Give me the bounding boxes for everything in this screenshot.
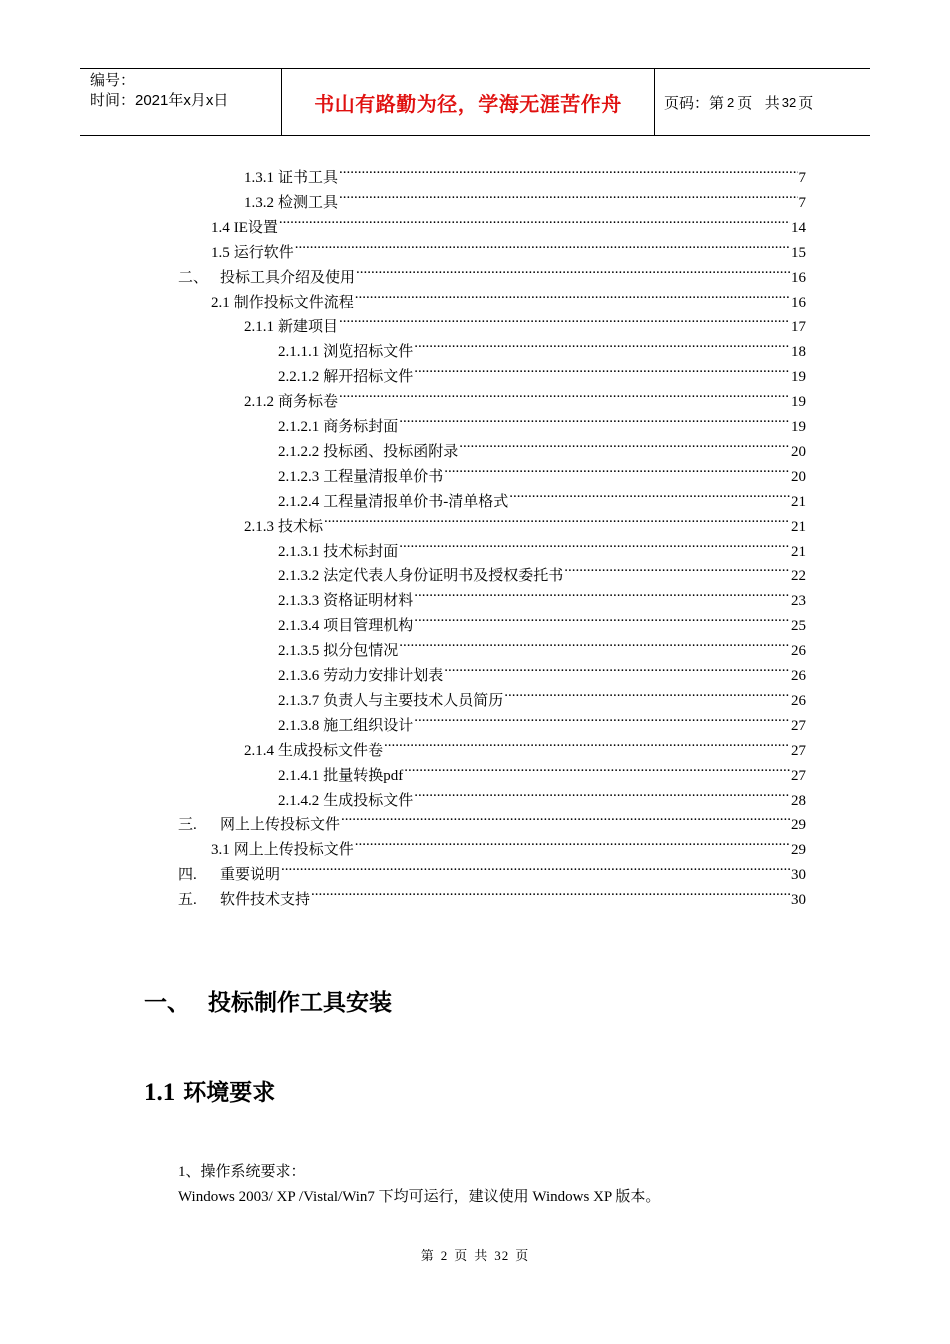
toc-dot-leader [324, 506, 790, 531]
toc-entry-number: 五. [178, 892, 197, 909]
toc-dot-leader [311, 879, 790, 904]
toc-entry-number: 2.1.3.6 [278, 668, 320, 684]
footer-total: 32 [494, 1248, 510, 1263]
toc-entry-text: 技术标封面 [323, 543, 399, 560]
header-page-mid: 页 共 [737, 94, 780, 112]
header-motto: 书山有路勤为径，学海无涯苦作舟 [314, 91, 622, 116]
toc-entry-number: 2.1.2.1 [278, 419, 320, 435]
toc-entry-number: 3.1 [211, 842, 230, 859]
toc-entry-number: 2.1.4 [244, 742, 274, 759]
toc-entry[interactable] [278, 705, 806, 734]
body-paragraph-os-text: Windows 2003/ XP /Vistal/Win7 下均可运行，建议使用 Windows XP 版本。 [178, 1189, 661, 1205]
toc-entry-text: 劳动力安排计划表 [323, 668, 444, 684]
toc-entry[interactable] [178, 257, 806, 286]
header-code-label: 编号： [90, 72, 136, 89]
toc-entry-page: 20 [791, 443, 806, 460]
toc-entry-number: 2.1.3.8 [278, 717, 320, 734]
toc-entry-text: IE设置 [233, 219, 278, 236]
toc-entry-page: 7 [798, 170, 806, 186]
toc-entry[interactable] [211, 829, 806, 859]
toc-entry[interactable] [178, 854, 806, 884]
toc-dot-leader [355, 282, 790, 307]
toc-entry-page: 27 [791, 742, 806, 759]
toc-entry[interactable] [278, 456, 806, 485]
toc-entry[interactable] [278, 755, 806, 784]
toc-entry-number: 1.3.1 [244, 170, 274, 186]
toc-entry-text: 商务标卷 [278, 394, 339, 411]
toc-entry-page: 16 [791, 294, 806, 311]
header-page-label: 页码：第 [664, 94, 725, 112]
header-time-label: 时间：2021年x月x日 [90, 92, 229, 109]
toc-entry[interactable] [278, 630, 806, 660]
toc-entry-page: 14 [791, 219, 806, 236]
toc-entry[interactable] [278, 356, 806, 386]
toc-entry-text: 解开招标文件 [323, 369, 414, 386]
footer-mid: 页 [454, 1248, 469, 1263]
toc-entry-text: 资格证明材料 [323, 593, 414, 610]
toc-entry-text: 重要说明 [220, 867, 281, 884]
header-page-num: 2 [727, 94, 735, 110]
toc-entry-text: 新建项目 [278, 319, 339, 336]
toc-entry-text: 工程量清报单价书-清单格式 [323, 493, 509, 510]
page-footer [0, 1246, 950, 1266]
toc-entry-number: 2.1.3.4 [278, 618, 320, 635]
toc-entry-page: 19 [791, 369, 806, 386]
toc-entry-page: 27 [791, 717, 806, 734]
toc-entry[interactable] [278, 331, 806, 361]
toc-entry-page: 27 [791, 767, 806, 784]
toc-dot-leader [295, 232, 790, 257]
toc-entry[interactable] [244, 182, 806, 211]
toc-entry-number: 2.1.3.5 [278, 643, 320, 660]
toc-entry-page: 22 [791, 568, 806, 585]
toc-entry-number: 四. [178, 867, 197, 884]
toc-entry-page: 25 [791, 618, 806, 635]
toc-entry-page: 18 [791, 344, 806, 361]
toc-dot-leader [414, 356, 790, 381]
toc-entry-page: 19 [791, 419, 806, 435]
header-motto-cell [281, 69, 655, 135]
toc-dot-leader [281, 854, 790, 879]
toc-entry[interactable] [244, 306, 806, 336]
toc-entry-page: 20 [791, 468, 806, 485]
toc-entry-page: 26 [791, 643, 806, 660]
toc-dot-leader [509, 481, 790, 506]
toc-dot-leader [399, 531, 790, 556]
toc-entry-number: 2.2.1.2 [278, 369, 320, 386]
toc-dot-leader [399, 630, 790, 655]
toc-entry-text: 法定代表人身份证明书及授权委托书 [323, 568, 564, 585]
toc-dot-leader [384, 730, 790, 755]
toc-dot-leader [414, 605, 790, 630]
toc-entry-number: 2.1.3 [244, 518, 274, 535]
toc-dot-leader [341, 804, 790, 829]
toc-entry[interactable] [244, 381, 806, 411]
toc-entry-page: 29 [791, 817, 806, 834]
toc-entry-page: 29 [791, 842, 806, 859]
toc-entry-text: 商务标封面 [323, 419, 399, 435]
toc-dot-leader [339, 381, 790, 406]
toc-entry-text: 浏览招标文件 [323, 344, 414, 361]
footer-page: 2 [440, 1248, 449, 1263]
toc-entry-text: 生成投标文件 [323, 792, 414, 809]
toc-entry-page: 23 [791, 593, 806, 610]
header-meta-cell [80, 69, 281, 135]
toc-dot-leader [414, 780, 790, 805]
toc-dot-leader [459, 431, 790, 456]
toc-entry-title [178, 888, 310, 913]
toc-entry-text: 拟分包情况 [323, 643, 399, 660]
toc-dot-leader [356, 257, 790, 282]
toc-entry[interactable] [211, 207, 806, 236]
toc-entry[interactable] [278, 406, 806, 435]
toc-entry-number: 二、 [178, 269, 209, 286]
toc-entry[interactable] [278, 655, 806, 684]
toc-entry-text: 批量转换pdf [323, 767, 404, 784]
toc-dot-leader [414, 331, 790, 356]
toc-entry[interactable] [244, 730, 806, 759]
toc-entry-text: 生成投标文件卷 [278, 742, 384, 759]
toc-entry-number: 2.1.3.2 [278, 568, 320, 585]
toc-dot-leader [414, 580, 790, 605]
toc-entry-page: 19 [791, 394, 806, 411]
toc-entry[interactable] [278, 580, 806, 610]
toc-entry[interactable] [211, 282, 806, 311]
toc-dot-leader [504, 680, 790, 705]
toc-entry-page: 30 [791, 867, 806, 884]
toc-entry[interactable] [278, 555, 806, 585]
toc-entry[interactable] [278, 605, 806, 635]
body-paragraph-os-label: 1、操作系统要求： [178, 1164, 306, 1180]
toc-entry-page: 21 [791, 493, 806, 510]
toc-entry-number: 1.5 [211, 244, 230, 261]
toc-entry-page: 7 [798, 194, 806, 211]
header-page-end: 页 [798, 94, 814, 112]
toc-entry[interactable] [278, 680, 806, 709]
toc-dot-leader [355, 829, 790, 854]
toc-entry-number: 2.1.2.4 [278, 493, 320, 510]
toc-entry-number: 2.1.2.3 [278, 468, 320, 485]
toc-entry-number: 2.1.3.1 [278, 543, 320, 560]
toc-entry[interactable] [244, 506, 806, 535]
toc-entry-number: 2.1.1 [244, 319, 274, 336]
section-heading-1-1 [144, 1076, 275, 1110]
footer-prefix: 第 [420, 1248, 435, 1263]
toc-dot-leader [444, 456, 790, 481]
toc-entry-number: 2.1.2.2 [278, 443, 320, 460]
toc-entry-number: 1.3.2 [244, 194, 274, 211]
toc-entry-number: 2.1.4.1 [278, 767, 320, 784]
toc-entry-text: 检测工具 [278, 194, 339, 211]
toc-entry-text: 施工组织设计 [323, 717, 414, 734]
toc-entry[interactable] [278, 780, 806, 809]
section-heading-1-1-number: 1.1 [144, 1079, 176, 1106]
toc-entry[interactable] [178, 804, 806, 834]
toc-entry-number: 1.4 [211, 219, 230, 236]
toc-entry-number: 2.1.3.3 [278, 593, 320, 610]
toc-entry[interactable] [244, 157, 806, 186]
toc-entry-text: 技术标 [278, 518, 324, 535]
toc-entry-page: 16 [791, 269, 806, 286]
toc-dot-leader [414, 705, 790, 730]
toc-entry-page: 26 [791, 692, 806, 709]
toc-entry[interactable] [178, 879, 806, 909]
toc-entry[interactable] [211, 232, 806, 261]
page-header [80, 68, 870, 136]
toc-entry-page: 26 [791, 668, 806, 684]
toc-entry-number: 2.1.4.2 [278, 792, 320, 809]
section-heading-1-title: 投标制作工具安装 [208, 990, 392, 1016]
toc-dot-leader [279, 207, 790, 232]
toc-entry[interactable] [278, 431, 806, 460]
header-page-cell [655, 69, 870, 135]
toc-entry-page: 17 [791, 319, 806, 336]
toc-dot-leader [339, 182, 797, 207]
toc-entry-number: 2.1 [211, 294, 230, 311]
toc-entry-number: 2.1.2 [244, 394, 274, 411]
toc-entry-text: 证书工具 [278, 170, 339, 186]
section-heading-1 [144, 986, 392, 1020]
toc-entry-page: 30 [791, 892, 806, 909]
toc-entry-text: 项目管理机构 [323, 618, 414, 635]
toc-dot-leader [339, 157, 797, 182]
toc-dot-leader [339, 306, 790, 331]
toc-entry-text: 网上上传投标文件 [220, 817, 341, 834]
toc-entry-page: 21 [791, 543, 806, 560]
toc-entry-number: 2.1.3.7 [278, 692, 320, 709]
toc-entry-number: 2.1.1.1 [278, 344, 320, 361]
header-page-total: 32 [781, 94, 797, 110]
toc-entry-number: 三. [178, 817, 197, 834]
toc-dot-leader [399, 406, 790, 431]
toc-entry-page: 15 [791, 244, 806, 261]
toc-entry-text: 制作投标文件流程 [233, 294, 354, 311]
toc-dot-leader [444, 655, 790, 680]
section-heading-1-1-title: 环境要求 [183, 1080, 276, 1106]
section-heading-1-number: 一、 [144, 990, 190, 1016]
toc-entry[interactable] [278, 531, 806, 560]
toc-entry-text: 工程量清报单价书 [323, 468, 444, 485]
toc-entry-text: 负责人与主要技术人员简历 [323, 692, 504, 709]
footer-suffix: 页 [515, 1248, 530, 1263]
toc-entry-text: 软件技术支持 [220, 892, 311, 909]
toc-entry-text: 网上上传投标文件 [233, 842, 354, 859]
toc-entry-text: 投标函、投标函附录 [323, 443, 459, 460]
toc-entry-text: 运行软件 [233, 244, 294, 261]
footer-mid2: 共 [474, 1248, 489, 1263]
toc-entry[interactable] [278, 481, 806, 510]
toc-entry-text: 投标工具介绍及使用 [220, 269, 356, 286]
toc-entry-page: 28 [791, 792, 806, 809]
toc-entry-page: 21 [791, 518, 806, 535]
toc-dot-leader [564, 555, 790, 580]
toc-dot-leader [404, 755, 790, 780]
